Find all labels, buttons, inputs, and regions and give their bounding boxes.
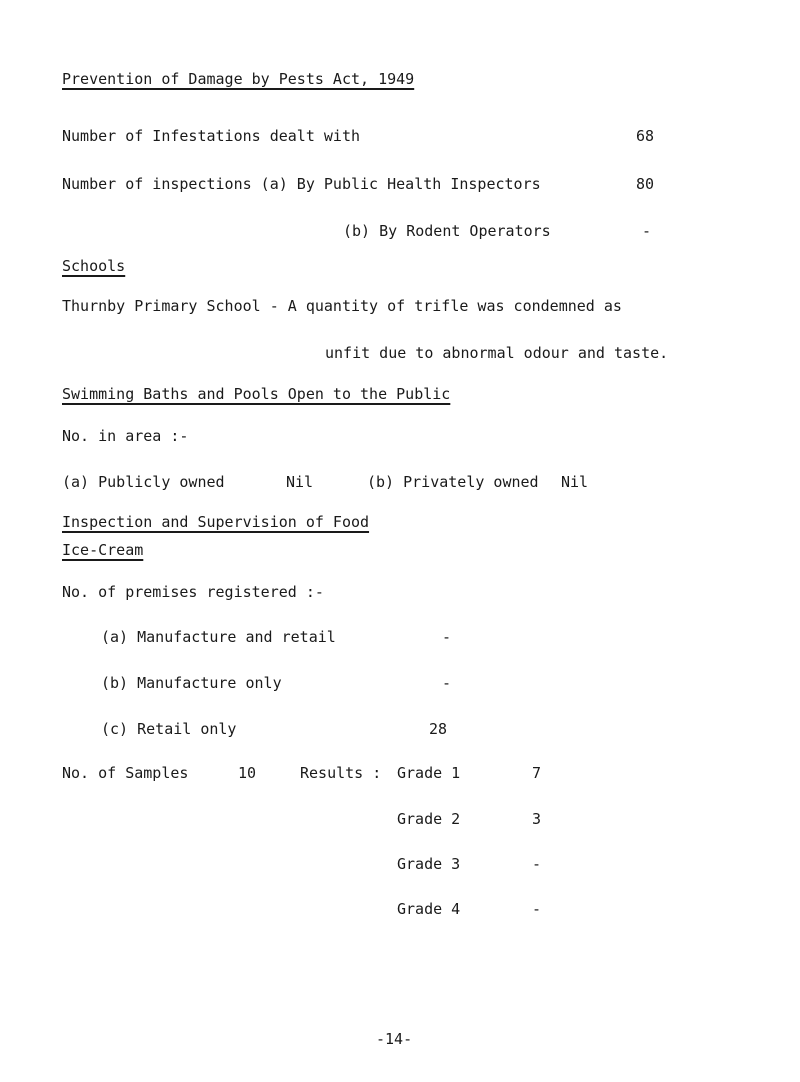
- grade-3-label: Grade 3: [397, 855, 461, 873]
- grade-1-label: Grade 1: [397, 764, 461, 782]
- grade-4-value: -: [532, 900, 542, 918]
- infestations-value: 68: [636, 127, 655, 145]
- grade-1-value: 7: [532, 764, 542, 782]
- schools-heading: Schools: [62, 257, 126, 275]
- grade-4-label: Grade 4: [397, 900, 461, 918]
- results-label: Results :: [300, 764, 382, 782]
- baths-a-value: Nil: [286, 473, 314, 491]
- inspections-a-value: 80: [636, 175, 655, 193]
- food-subheading: Ice-Cream: [62, 541, 144, 559]
- pests-heading: Prevention of Damage by Pests Act, 1949: [62, 70, 415, 88]
- grade-2-value: 3: [532, 810, 542, 828]
- baths-a-label: (a) Publicly owned: [62, 473, 225, 491]
- infestations-label: Number of Infestations dealt with: [62, 127, 361, 145]
- samples-value: 10: [238, 764, 257, 782]
- premises-label: No. of premises registered :-: [62, 583, 324, 601]
- page-number: -14-: [376, 1030, 413, 1048]
- schools-line-1: Thurnby Primary School - A quantity of trifle was condemned as: [62, 297, 622, 315]
- grade-3-value: -: [532, 855, 542, 873]
- premises-b-value: -: [442, 674, 452, 692]
- premises-c-value: 28: [429, 720, 448, 738]
- premises-b-label: (b) Manufacture only: [101, 674, 282, 692]
- premises-c-label: (c) Retail only: [101, 720, 237, 738]
- baths-b-label: (b) Privately owned: [367, 473, 539, 491]
- food-heading: Inspection and Supervision of Food: [62, 513, 370, 531]
- premises-a-label: (a) Manufacture and retail: [101, 628, 336, 646]
- inspections-a-label: Number of inspections (a) By Public Health Inspectors: [62, 175, 541, 193]
- inspections-b-label: (b) By Rodent Operators: [343, 222, 551, 240]
- samples-label: No. of Samples: [62, 764, 189, 782]
- grade-2-label: Grade 2: [397, 810, 461, 828]
- inspections-b-value: -: [642, 222, 652, 240]
- baths-b-value: Nil: [561, 473, 589, 491]
- baths-no-label: No. in area :-: [62, 427, 189, 445]
- baths-heading: Swimming Baths and Pools Open to the Public: [62, 385, 451, 403]
- schools-line-2: unfit due to abnormal odour and taste.: [325, 344, 669, 362]
- premises-a-value: -: [442, 628, 452, 646]
